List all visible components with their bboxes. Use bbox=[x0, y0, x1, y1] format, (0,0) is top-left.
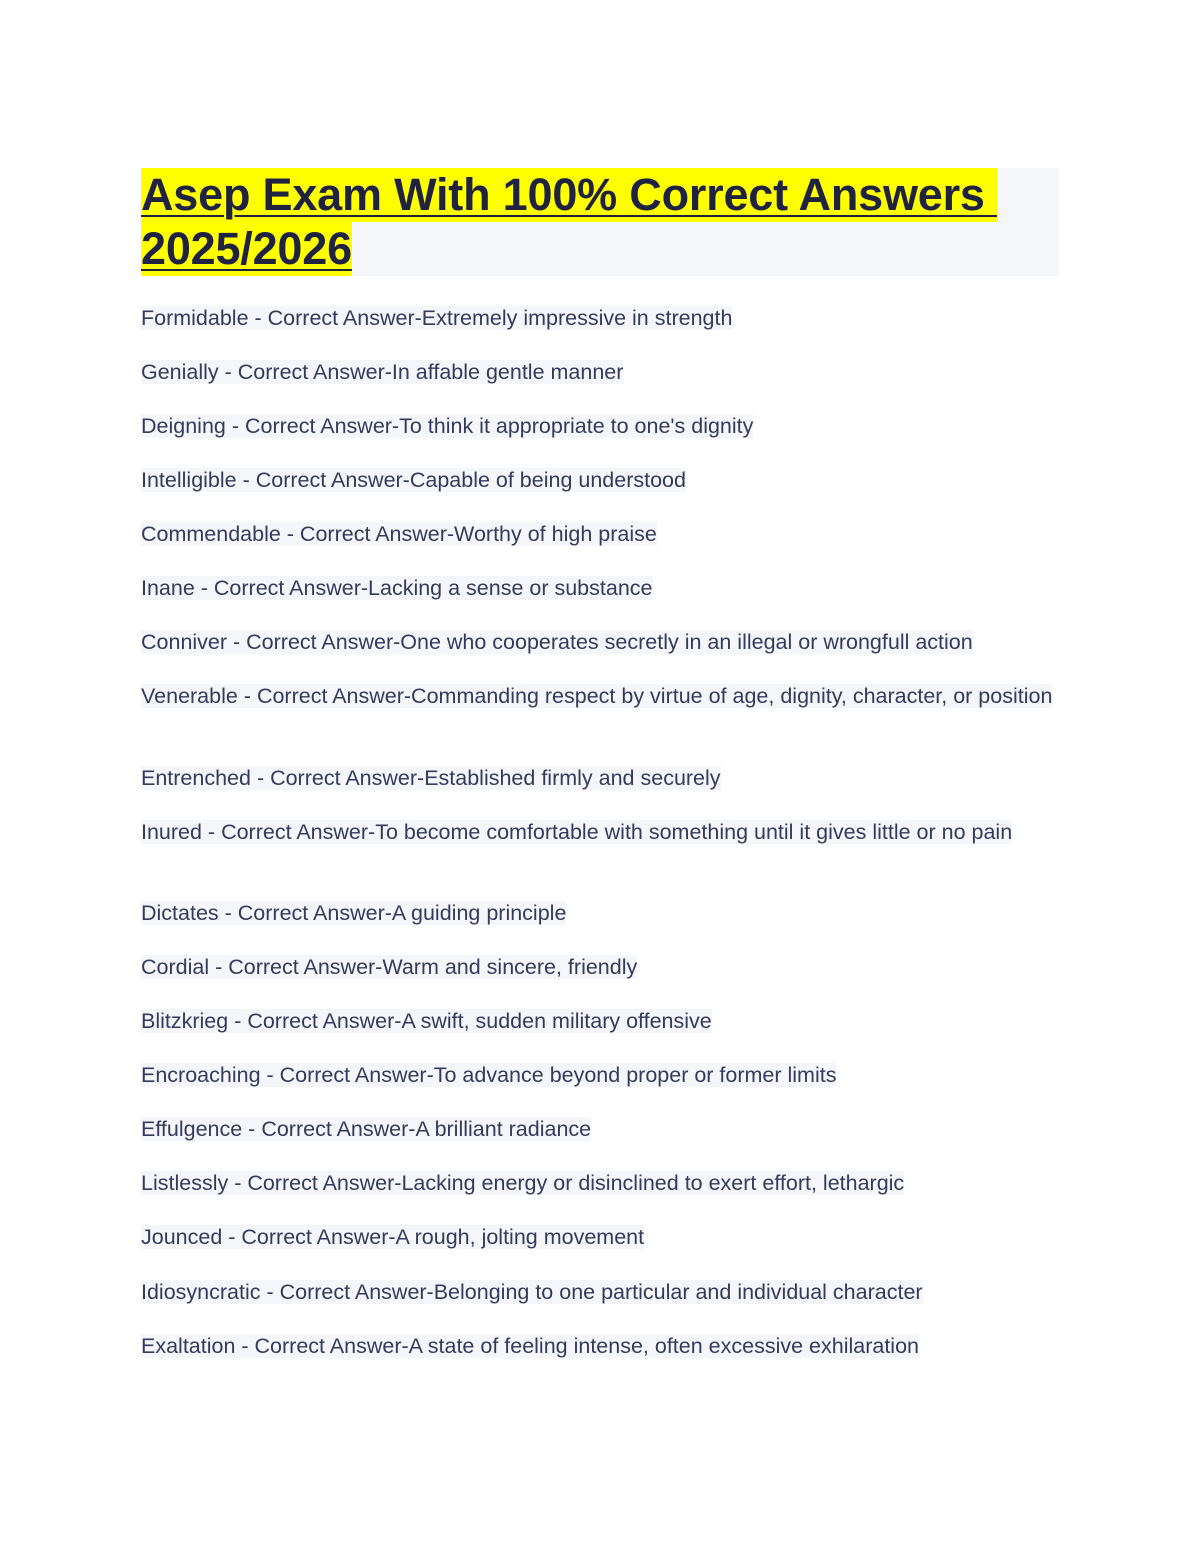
document-title bbox=[141, 168, 1059, 276]
entry-idiosyncratic bbox=[141, 1279, 1061, 1306]
entry-inured bbox=[141, 819, 1061, 846]
entry-intelligible bbox=[141, 467, 1061, 494]
entry-deigning bbox=[141, 413, 1061, 440]
entry-text: Listlessly - Correct Answer-Lacking energy or disinclined to exert effort, lethargic bbox=[141, 1171, 905, 1195]
entry-exaltation bbox=[141, 1333, 1061, 1360]
entry-venerable bbox=[141, 683, 1061, 710]
entry-text: Inured - Correct Answer-To become comfortable with something until it gives little or no pain bbox=[141, 820, 1013, 844]
entry-text: Formidable - Correct Answer-Extremely impressive in strength bbox=[141, 306, 733, 330]
entry-text: Blitzkrieg - Correct Answer-A swift, sudden military offensive bbox=[141, 1009, 712, 1033]
title-line-1: Asep Exam With 100% Correct Answers bbox=[141, 169, 998, 220]
entry-listlessly bbox=[141, 1170, 1061, 1197]
entry-genially bbox=[141, 359, 1061, 386]
entry-text: Dictates - Correct Answer-A guiding principle bbox=[141, 901, 567, 925]
entry-text: Jounced - Correct Answer-A rough, jolting movement bbox=[141, 1225, 645, 1249]
entry-effulgence bbox=[141, 1116, 1061, 1143]
entry-commendable bbox=[141, 521, 1061, 548]
entry-text: Deigning - Correct Answer-To think it appropriate to one's dignity bbox=[141, 414, 754, 438]
entry-text: Entrenched - Correct Answer-Established firmly and securely bbox=[141, 766, 721, 790]
entry-text: Cordial - Correct Answer-Warm and sincere, friendly bbox=[141, 955, 638, 979]
entry-cordial bbox=[141, 954, 1061, 981]
entry-jounced bbox=[141, 1224, 1061, 1251]
entry-inane bbox=[141, 575, 1061, 602]
entry-formidable bbox=[141, 305, 1061, 332]
entry-conniver bbox=[141, 629, 1061, 656]
entry-text: Exaltation - Correct Answer-A state of feeling intense, often excessive exhilaration bbox=[141, 1334, 919, 1358]
entry-text: Idiosyncratic - Correct Answer-Belonging to one particular and individual character bbox=[141, 1280, 923, 1304]
entry-text: Conniver - Correct Answer-One who cooperates secretly in an illegal or wrongfull action bbox=[141, 630, 973, 654]
entry-text: Venerable - Correct Answer-Commanding respect by virtue of age, dignity, character, or position bbox=[141, 684, 1053, 708]
entry-dictates bbox=[141, 900, 1061, 927]
entry-text: Intelligible - Correct Answer-Capable of being understood bbox=[141, 468, 686, 492]
entry-blitzkrieg bbox=[141, 1008, 1061, 1035]
entry-text: Genially - Correct Answer-In affable gentle manner bbox=[141, 360, 624, 384]
entry-text: Effulgence - Correct Answer-A brilliant radiance bbox=[141, 1117, 592, 1141]
entry-encroaching bbox=[141, 1062, 1061, 1089]
entry-text: Inane - Correct Answer-Lacking a sense or substance bbox=[141, 576, 653, 600]
entry-text: Commendable - Correct Answer-Worthy of high praise bbox=[141, 522, 657, 546]
entry-entrenched bbox=[141, 765, 1061, 792]
title-line-2: 2025/2026 bbox=[141, 223, 352, 274]
entry-text: Encroaching - Correct Answer-To advance beyond proper or former limits bbox=[141, 1063, 837, 1087]
